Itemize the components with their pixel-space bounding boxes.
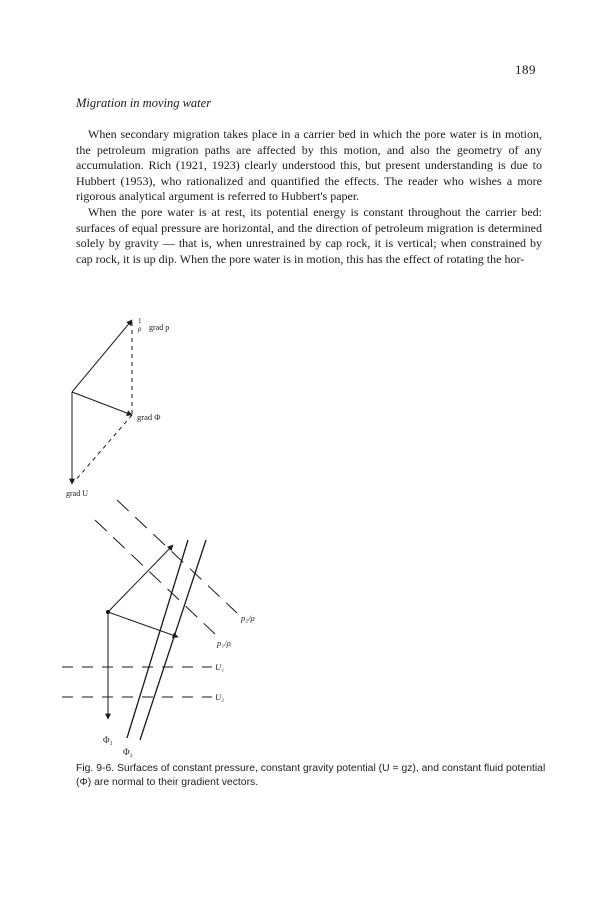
lower-surfaces-diagram: [62, 500, 237, 740]
upper-vector-diagram: [72, 320, 132, 484]
fluid-potential-surface-2: [140, 540, 206, 740]
label-p2-rho: p₂/ρ: [241, 613, 255, 623]
lower-labels: [103, 613, 255, 757]
label-u2: U₂: [215, 692, 225, 702]
page-number: 189: [515, 62, 536, 77]
upper-labels: [66, 317, 169, 498]
label-phi1: Φ₁: [103, 735, 113, 745]
label-phi2: Φ₂: [123, 747, 133, 757]
label-grad-phi: grad Φ: [137, 412, 161, 422]
label-one: 1: [138, 317, 142, 325]
label-grad-p: grad p: [149, 323, 170, 332]
grad-phi-vector: [72, 392, 132, 415]
label-p1-rho: p₁/ρ: [217, 638, 231, 648]
label-grad-u: grad U: [66, 489, 88, 498]
label-u1: U₁: [215, 662, 225, 672]
figure-caption: Fig. 9-6. Surfaces of constant pressure, constant gravity potential (U = gz), and constant fluid potential (Φ) are normal to their gradient vectors.: [76, 763, 546, 788]
label-rho: ρ: [138, 325, 142, 333]
fluid-potential-surface-1: [127, 540, 188, 738]
pressure-surface-1: [95, 520, 215, 634]
dashed-diagonal-guide: [74, 415, 132, 482]
lower-grad-p-vector: [108, 545, 173, 612]
paragraph-2: When the pore water is at rest, its potential energy is constant throughout the carrier bed: surfaces of equal pressure are horizontal, and the direction of petroleum migration is determined solely by gravity — that is, when unrestrained by cap rock, it is vertical; when constrained by cap rock, it is up dip. When the pore water is in motion, this has the effect of rotating the hor-: [76, 204, 542, 266]
grad-p-over-rho-vector: [72, 320, 132, 392]
section-title: Migration in moving water: [76, 96, 212, 110]
pressure-surface-2: [117, 500, 237, 613]
paragraph-1: When secondary migration takes place in a carrier bed in which the pore water is in motion, the petroleum migration paths are affected by this motion, and also the geometry of any accumulation. Rich (1921, 1923) clearly understood this, but present understanding is due to Hubbert (1953), who rationalized and quantified the effects. The reader who wishes a more rigorous analytical argument is referred to Hubbert's paper.: [76, 127, 542, 204]
origin-point: [106, 610, 109, 613]
lower-grad-phi-vector: [108, 612, 178, 637]
